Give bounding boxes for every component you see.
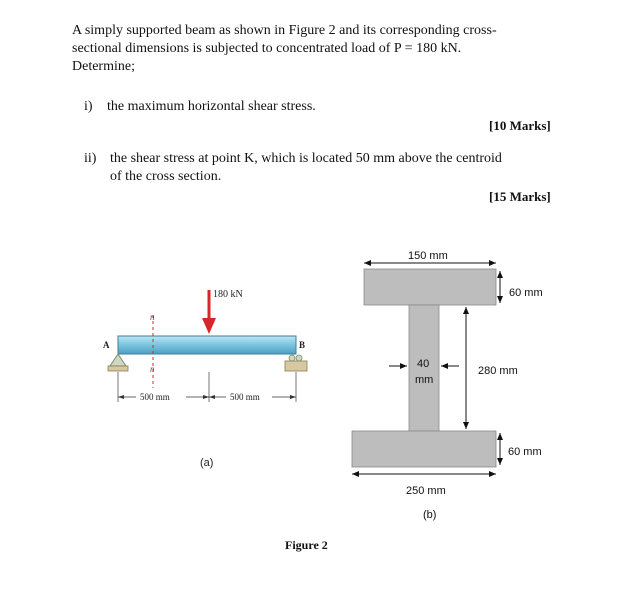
bottom-flange [352,431,496,467]
bottom-width-label: 250 mm [406,485,446,497]
problem-intro-line3: Determine; [72,59,135,74]
web-height-label: 280 mm [478,365,518,377]
figure-b-caption: (b) [423,509,437,521]
web-width-label-bottom: mm [415,374,434,386]
top-thickness-label: 60 mm [509,287,543,299]
support-b-label: B [299,340,306,350]
question-1-number: i) [84,99,93,114]
support-a-label: A [103,340,110,350]
question-1-marks: [10 Marks] [489,118,551,133]
figure-caption: Figure 2 [285,538,328,552]
load-label: 180 kN [213,289,243,300]
span-right-label: 500 mm [230,392,260,402]
question-1-text: the maximum horizontal shear stress. [107,99,316,114]
question-2-text-line1: the shear stress at point K, which is located 50 mm above the centroid [110,151,502,166]
span-left-label: 500 mm [140,392,170,402]
bottom-thickness-label: 60 mm [508,446,542,458]
question-2-number: ii) [84,151,97,166]
problem-intro-line2: sectional dimensions is subjected to concentrated load of P = 180 kN. [72,41,462,56]
problem-intro-line1: A simply supported beam as shown in Figure 2 and its corresponding cross- [72,23,497,38]
top-width-label: 150 mm [408,250,448,262]
web-width-label-top: 40 [417,358,430,370]
question-2-text-line2: of the cross section. [110,169,222,184]
section-mark-bottom: n [150,364,155,374]
figure-a-caption: (a) [200,457,214,469]
section-mark-top: n [150,312,155,322]
question-2-marks: [15 Marks] [489,189,551,204]
top-flange [364,269,496,305]
